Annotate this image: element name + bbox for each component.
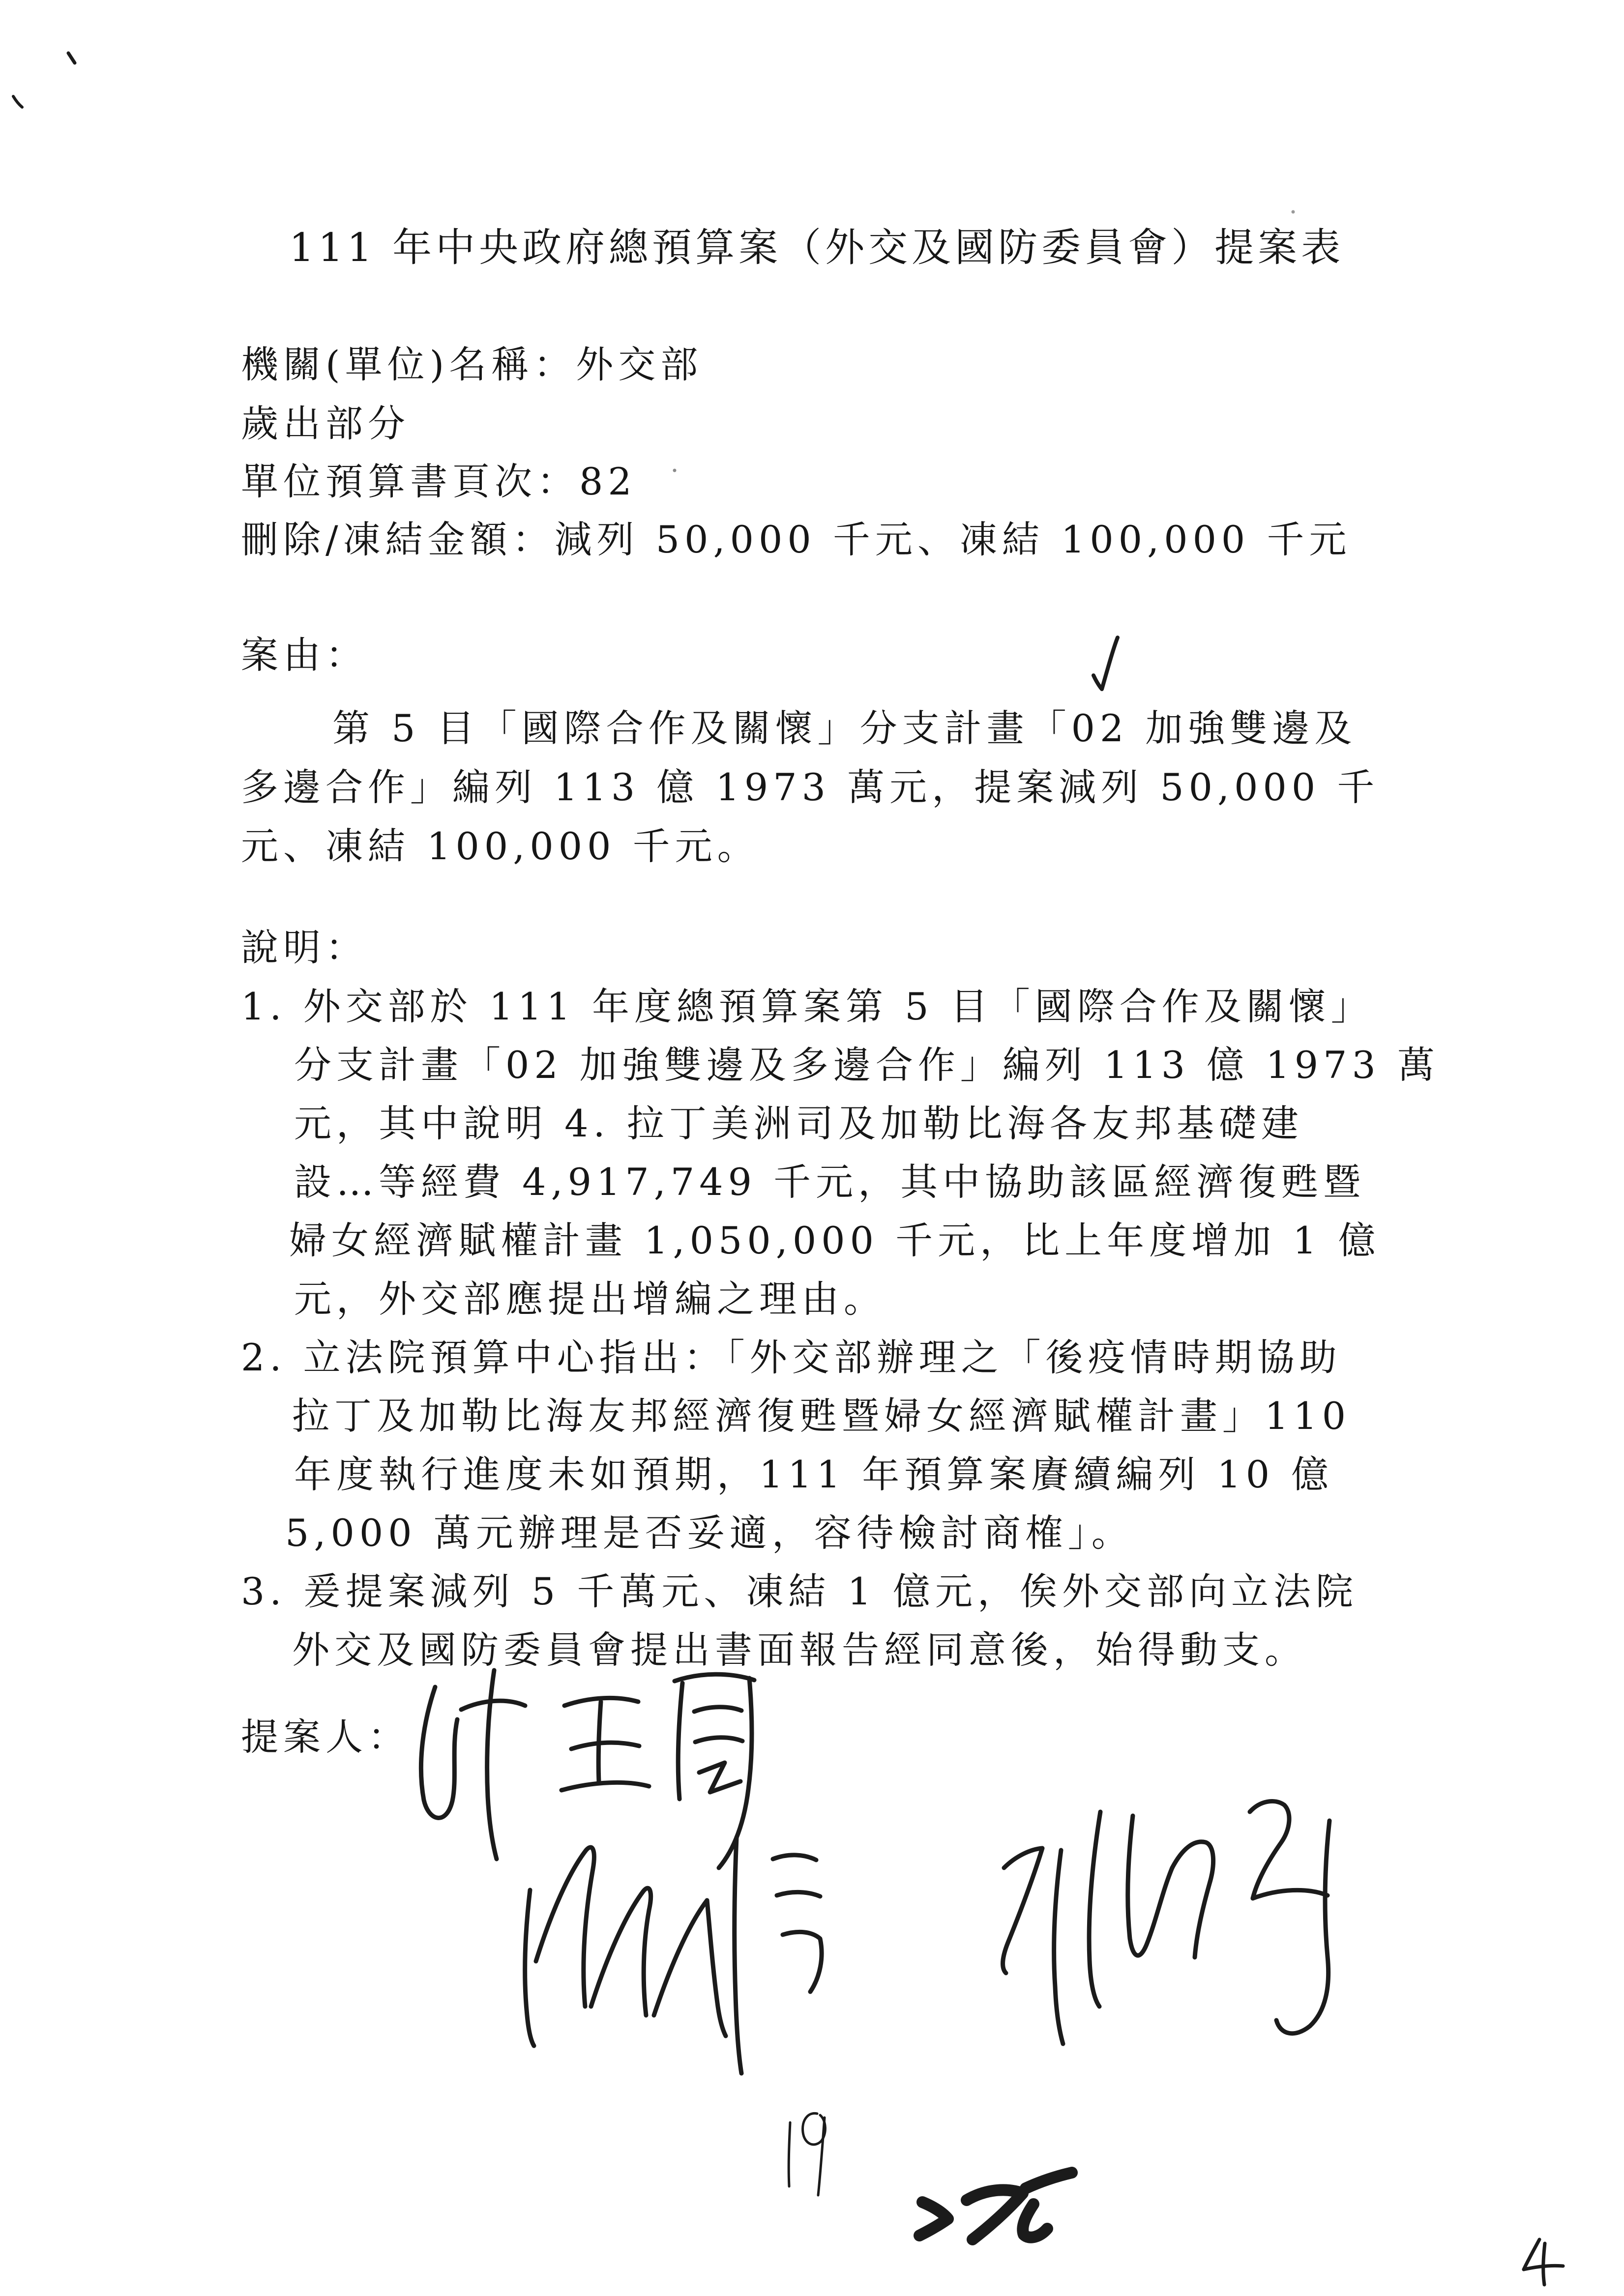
expenditure-part-line: 歲出部分 bbox=[241, 402, 410, 445]
explanation-item1-line: 設…等經費 4,917,749 千元，其中協助該區經濟復甦暨 bbox=[294, 1160, 1366, 1204]
cosigner-signature-2 bbox=[1003, 1801, 1329, 2044]
case-section-label: 案由： bbox=[241, 633, 368, 677]
explanation-item3-line: 3. 爰提案減列 5 千萬元、凍結 1 億元，俟外交部向立法院 bbox=[241, 1569, 1358, 1613]
explanation-item1-line: 婦女經濟賦權計畫 1,050,000 千元，比上年度增加 1 億 bbox=[289, 1219, 1381, 1262]
budget-book-page-line: 單位預算書頁次：82 bbox=[241, 460, 637, 503]
explanation-item2-line: 年度執行進度未如預期，111 年預算案賡續編列 10 億 bbox=[294, 1453, 1334, 1496]
marker-page-number bbox=[919, 2173, 1072, 2239]
delete-freeze-amount-line: 刪除/凍結金額：減列 50,000 千元、凍結 100,000 千元 bbox=[241, 518, 1352, 561]
case-text-line: 元、凍結 100,000 千元。 bbox=[241, 824, 760, 868]
checkmark-icon bbox=[1093, 638, 1118, 689]
explanation-section-label: 說明： bbox=[241, 926, 368, 969]
cosigner-signature-1 bbox=[525, 1837, 822, 2073]
explanation-item1-line: 元，其中說明 4. 拉丁美洲司及加勒比海各友邦基礎建 bbox=[294, 1102, 1303, 1145]
explanation-item2-line: 拉丁及加勒比海友邦經濟復甦暨婦女經濟賦權計畫」110 bbox=[292, 1394, 1351, 1438]
explanation-item3-line: 外交及國防委員會提出書面報告經同意後，始得動支。 bbox=[292, 1628, 1307, 1672]
explanation-item1-line: 分支計畫「02 加強雙邊及多邊合作」編列 113 億 1973 萬 bbox=[294, 1043, 1440, 1087]
pencil-page-number bbox=[789, 2113, 825, 2195]
case-text-line: 第 5 目「國際合作及關懷」分支計畫「02 加強雙邊及 bbox=[332, 706, 1357, 750]
explanation-item2-line: 2. 立法院預算中心指出：「外交部辦理之「後疫情時期協助 bbox=[241, 1336, 1342, 1379]
case-text-line: 多邊合作」編列 113 億 1973 萬元，提案減列 50,000 千 bbox=[241, 765, 1380, 809]
explanation-item1-line: 1. 外交部於 111 年度總預算案第 5 目「國際合作及關懷」 bbox=[241, 985, 1373, 1028]
agency-name-line: 機關(單位)名稱：外交部 bbox=[241, 343, 703, 386]
explanation-item1-line: 元，外交部應提出增編之理由。 bbox=[294, 1277, 886, 1321]
proposer-signature-1 bbox=[421, 1670, 754, 1868]
corner-page-number bbox=[1524, 2239, 1563, 2285]
explanation-item2-line: 5,000 萬元辦理是否妥適，容待檢討商榷」。 bbox=[285, 1511, 1134, 1555]
proposer-label: 提案人： bbox=[241, 1715, 410, 1759]
page-title: 111 年中央政府總預算案（外交及國防委員會）提案表 bbox=[289, 225, 1345, 270]
